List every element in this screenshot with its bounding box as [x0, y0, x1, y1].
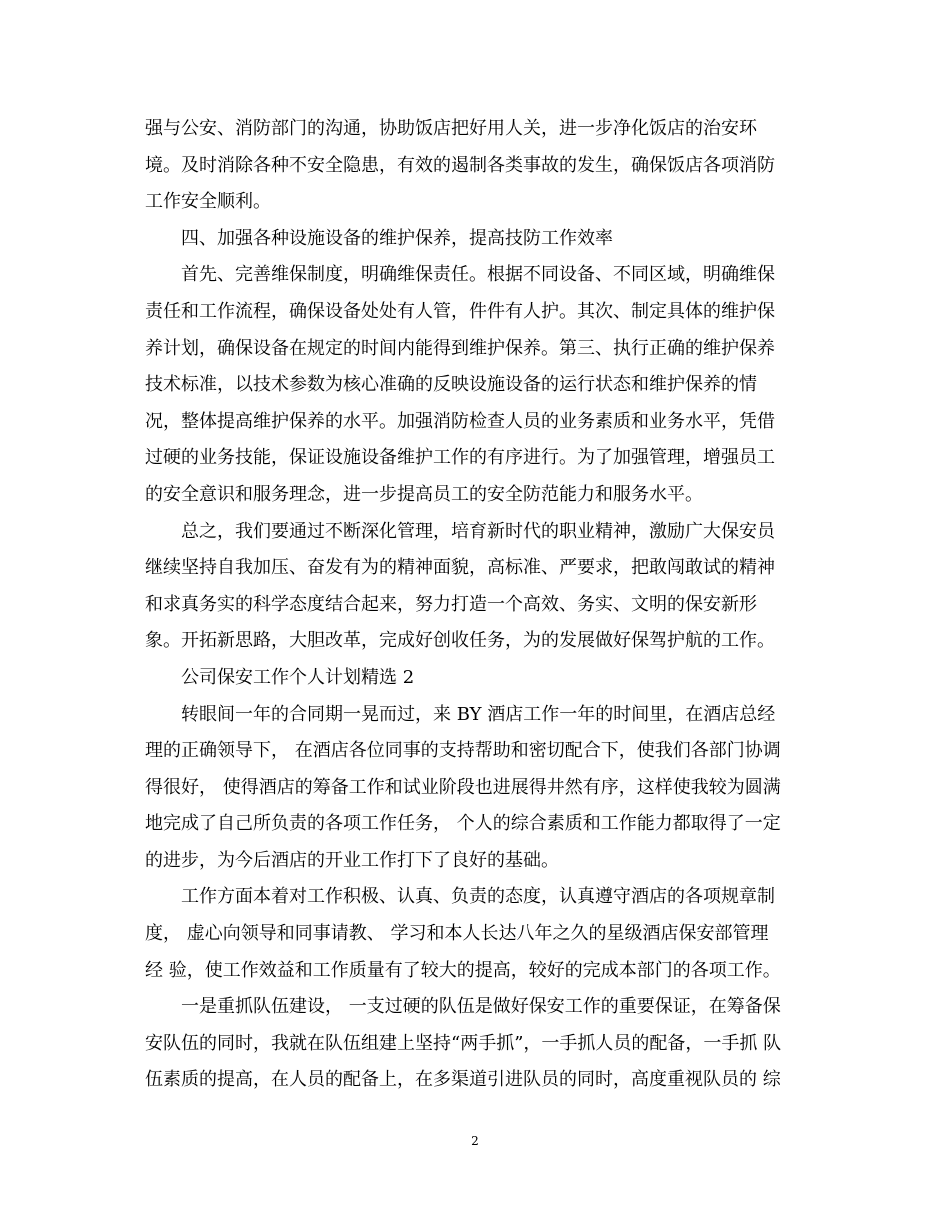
text-line: 得很好， 使得酒店的筹备工作和试业阶段也进展得井然有序，这样使我较为圆满 — [145, 776, 781, 798]
text-line: 首先、完善维保制度，明确维保责任。根据不同设备、不同区域，明确维保 — [181, 264, 775, 286]
text-line: 一是重抓队伍建设， 一支过硬的队伍是做好保安工作的重要保证，在筹备保 — [181, 996, 781, 1018]
text-line: 养计划，确保设备在规定的时间内能得到维护保养。第三、执行正确的维护保养 — [145, 337, 775, 359]
text-line: 总之，我们要通过不断深化管理，培育新时代的职业精神，激励广大保安员 — [181, 520, 775, 542]
text-line: 地完成了自己所负责的各项工作任务， 个人的综合素质和工作能力都取得了一定 — [145, 813, 781, 835]
text-line: 伍素质的提高，在人员的配备上，在多渠道引进队员的同时，高度重视队员的 综 — [145, 1069, 781, 1091]
section-heading: 公司保安工作个人计划精选 2 — [181, 666, 415, 688]
text-line: 技术标准，以技术参数为核心准确的反映设施设备的运行状态和维护保养的情 — [145, 374, 757, 396]
text-line: 继续坚持自我加压、奋发有为的精神面貌，高标准、严要求，把敢闯敢试的精神 — [145, 557, 775, 579]
text-line: 过硬的业务技能，保证设施设备维护工作的有序进行。为了加强管理，增强员工 — [145, 447, 775, 469]
text-line: 经 验，使工作效益和工作质量有了较大的提高，较好的完成本部门的各项工作。 — [145, 959, 781, 981]
document-body — [145, 111, 805, 1099]
text-line: 象。开拓新思路，大胆改革，完成好创收任务，为的发展做好保驾护航的工作。 — [145, 630, 775, 652]
text-line: 的进步，为今后酒店的开业工作打下了良好的基础。 — [145, 849, 559, 871]
text-line: 理的正确领导下， 在酒店各位同事的支持帮助和密切配合下，使我们各部门协调 — [145, 740, 781, 762]
text-line: 度， 虚心向领导和同事请教、 学习和本人长达八年之久的星级酒店保安部管理 — [145, 923, 769, 945]
section-heading: 四、加强各种设施设备的维护保养，提高技防工作效率 — [181, 227, 613, 249]
text-line: 的安全意识和服务理念，进一步提高员工的安全防范能力和服务水平。 — [145, 483, 703, 505]
text-line: 和求真务实的科学态度结合起来，努力打造一个高效、务实、文明的保安新形 — [145, 593, 757, 615]
text-line: 转眼间一年的合同期一晃而过，来 BY 酒店工作一年的时间里，在酒店总经 — [181, 703, 776, 725]
text-line: 强与公安、消防部门的沟通，协助饭店把好用人关，进一步净化饭店的治安环 — [145, 118, 757, 139]
text-line: 责任和工作流程，确保设备处处有人管，件件有人护。其次、制定具体的维护保 — [145, 300, 775, 322]
text-line: 况，整体提高维护保养的水平。加强消防检查人员的业务素质和业务水平，凭借 — [145, 410, 775, 432]
text-line: 工作方面本着对工作积极、认真、负责的态度，认真遵守酒店的各项规章制 — [181, 886, 775, 908]
text-line: 境。及时消除各种不安全隐患，有效的遏制各类事故的发生，确保饭店各项消防 — [145, 154, 775, 176]
text-line: 安队伍的同时，我就在队伍组建上坚持“两手抓”，一手抓人员的配备，一手抓 队 — [145, 1032, 782, 1054]
page-number: 2 — [471, 1134, 479, 1148]
text-line: 工作安全顺利。 — [145, 191, 271, 213]
